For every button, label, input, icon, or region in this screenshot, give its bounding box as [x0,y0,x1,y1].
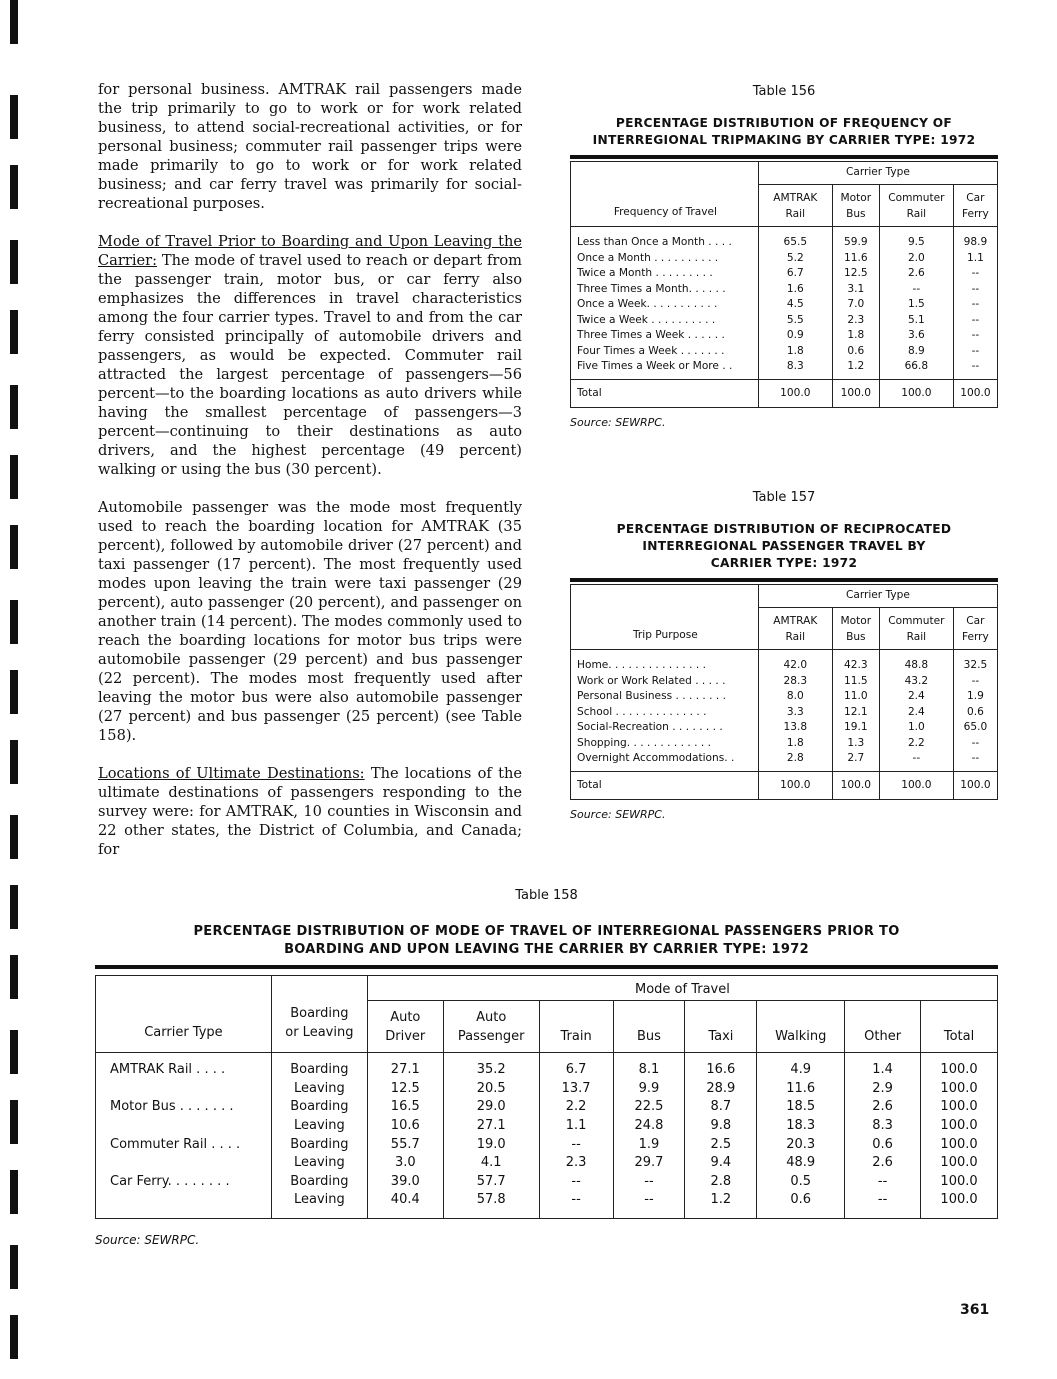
paragraph-2 [98,232,522,479]
table-cell: 100.0 [921,1191,998,1218]
table-cell: 5.2 [758,251,832,267]
table-cell: 8.3 [758,359,832,379]
row-label: Social-Recreation . . . . . . . . [571,720,759,736]
table-cell: 48.9 [757,1154,845,1173]
binding-mark [10,885,18,929]
table-cell: 100.0 [921,1136,998,1155]
table-cell: 2.6 [845,1154,921,1173]
table-cell: 8.7 [685,1098,757,1117]
table-158-number: Table 158 [515,888,578,903]
table-row [571,297,998,313]
table-cell: 1.0 [879,720,953,736]
table-cell: 100.0 [921,1053,998,1080]
table-156-total-label: Total [571,379,759,408]
table-cell: 65.0 [953,720,997,736]
binding-mark [10,670,18,714]
table-cell: -- [953,674,997,690]
table-cell: 48.8 [879,650,953,674]
table-cell: 100.0 [921,1098,998,1117]
table-158-col-header: Bus [613,1001,685,1053]
binding-mark [10,240,18,284]
row-label: Work or Work Related . . . . . [571,674,759,690]
table-cell: 2.3 [539,1154,613,1173]
table-cell: 39.0 [367,1173,443,1192]
table-cell: 1.1 [953,251,997,267]
table-156-body [571,227,998,380]
table-156-grid [570,161,998,408]
table-row [96,1080,998,1099]
table-cell: 66.8 [879,359,953,379]
table-158 [95,888,998,1247]
table-157-number: Table 157 [752,490,816,505]
table-cell: 55.7 [367,1136,443,1155]
table-row [571,344,998,360]
table-cell: 18.3 [757,1117,845,1136]
table-cell: 13.8 [758,720,832,736]
table-cell: 100.0 [921,1080,998,1099]
binding-mark [10,455,18,499]
table-156-title-line1: PERCENTAGE DISTRIBUTION OF FREQUENCY OF [615,116,953,130]
table-cell: 16.5 [367,1098,443,1117]
table-158-body [96,1053,998,1219]
table-cell: -- [613,1191,685,1218]
table-158-col-header: Other [845,1001,921,1053]
carrier-type-label: Car Ferry. . . . . . . . [96,1173,272,1192]
boarding-leaving-label: Leaving [271,1154,367,1173]
table-cell: 29.0 [443,1098,539,1117]
table-cell: 8.3 [845,1117,921,1136]
table-157 [570,490,998,821]
boarding-leaving-label: Boarding [271,1053,367,1080]
table-cell: 6.7 [758,266,832,282]
table-158-source: Source: SEWRPC. [95,1232,200,1247]
binding-marks [10,0,18,1379]
table-row [571,751,998,771]
table-cell: 1.8 [758,344,832,360]
table-cell: 2.9 [845,1080,921,1099]
body-text-column [98,80,522,878]
table-156-source: Source: SEWRPC. [570,416,666,429]
table-cell: 1.8 [758,736,832,752]
table-cell: 0.6 [757,1191,845,1218]
table-cell: 1.6 [758,282,832,298]
table-cell: 9.8 [685,1117,757,1136]
table-cell: -- [953,751,997,771]
table-cell: 11.6 [757,1080,845,1099]
table-cell: 22.5 [613,1098,685,1117]
table-cell: 8.0 [758,689,832,705]
table-row [571,227,998,251]
table-cell: 11.6 [832,251,879,267]
table-cell: 65.5 [758,227,832,251]
table-cell: 28.3 [758,674,832,690]
table-cell: 35.2 [443,1053,539,1080]
boarding-leaving-label: Boarding [271,1136,367,1155]
table-cell: 1.1 [539,1117,613,1136]
table-156-group-header: Carrier Type [758,162,997,185]
carrier-type-label [96,1080,272,1099]
table-cell: 2.2 [879,736,953,752]
table-cell: -- [539,1191,613,1218]
table-cell: 8.9 [879,344,953,360]
carrier-type-label: AMTRAK Rail . . . . [96,1053,272,1080]
table-157-col-header: Car Ferry [953,608,997,650]
row-label: Twice a Week . . . . . . . . . . [571,313,759,329]
table-cell: 9.4 [685,1154,757,1173]
table-cell: -- [953,266,997,282]
binding-mark [10,95,18,139]
table-row [96,1191,998,1218]
paragraph-2-text: The mode of travel used to reach or depart from the passenger train, motor bus, or car ferry also emphasizes the differences in travel characteristics among the four carrier types. Travel to and from the car ferry consisted principally of automobile drivers and passengers, as would be expected. Commuter rail attracted the largest percentage of passengers—56 percent—to the boarding locations as auto drivers while having the smallest percentage of passengers—3 percent—continuing to their destinations as auto drivers, and the highest percentage (49 percent) walking or using the bus (30 percent). [98,252,522,478]
table-cell: -- [879,751,953,771]
table-row [571,251,998,267]
boarding-leaving-label: Boarding [271,1173,367,1192]
table-156 [570,84,998,429]
table-157-source: Source: SEWRPC. [570,808,666,821]
table-row [571,650,998,674]
carrier-type-label: Motor Bus . . . . . . . [96,1098,272,1117]
table-cell: -- [953,328,997,344]
binding-mark [10,165,18,209]
table-158-title-line1: PERCENTAGE DISTRIBUTION OF MODE OF TRAVEL OF INTERREGIONAL PASSENGERS PRIOR TO [193,924,900,939]
row-label: Less than Once a Month . . . . [571,227,759,251]
table-cell: 43.2 [879,674,953,690]
table-158-stub-header: Carrier Type [96,976,272,1053]
table-cell: 2.0 [879,251,953,267]
table-158-col-header: Auto Driver [367,1001,443,1053]
table-row [571,266,998,282]
paragraph-4 [98,764,522,859]
table-cell: 9.9 [613,1080,685,1099]
table-cell: 1.3 [832,736,879,752]
table-157-total-cell: 100.0 [953,771,997,800]
table-156-rule [570,155,998,159]
table-158-col-header: Walking [757,1001,845,1053]
table-cell: 0.6 [953,705,997,721]
table-cell: 0.6 [845,1136,921,1155]
table-cell: 59.9 [832,227,879,251]
boarding-leaving-label: Leaving [271,1191,367,1218]
table-cell: 4.1 [443,1154,539,1173]
table-156-number: Table 156 [752,84,816,99]
table-cell: -- [879,282,953,298]
table-157-total-cell: 100.0 [758,771,832,800]
table-cell: 24.8 [613,1117,685,1136]
paragraph-4-text: The locations of the ultimate destinations of passengers responding to the survey were: for AMTRAK, 10 counties in Wisconsin and 22 other states, the District of Columbia, and Canada; for [98,765,522,858]
table-cell: 57.7 [443,1173,539,1192]
table-157-grid [570,584,998,800]
binding-mark [10,0,18,44]
table-158-grid [95,975,998,1219]
table-158-col-header: Auto Passenger [443,1001,539,1053]
table-row [571,705,998,721]
table-cell: 9.5 [879,227,953,251]
table-cell: 20.3 [757,1136,845,1155]
row-label: Home. . . . . . . . . . . . . . . [571,650,759,674]
carrier-type-label: Commuter Rail . . . . [96,1136,272,1155]
table-cell: 98.9 [953,227,997,251]
row-label: Three Times a Week . . . . . . [571,328,759,344]
table-158-col-header: Taxi [685,1001,757,1053]
table-cell: 2.4 [879,705,953,721]
row-label: Shopping. . . . . . . . . . . . . [571,736,759,752]
table-cell: 2.6 [879,266,953,282]
table-cell: 1.9 [953,689,997,705]
page-number: 361 [960,1302,990,1318]
table-cell: 3.1 [832,282,879,298]
table-158-title-line2: BOARDING AND UPON LEAVING THE CARRIER BY CARRIER TYPE: 1972 [284,942,809,957]
table-cell: 19.0 [443,1136,539,1155]
table-cell: -- [539,1173,613,1192]
table-cell: 100.0 [921,1173,998,1192]
table-cell: 2.5 [685,1136,757,1155]
table-row [571,282,998,298]
table-cell: 32.5 [953,650,997,674]
table-cell: -- [613,1173,685,1192]
table-row [96,1173,998,1192]
table-row [571,689,998,705]
table-cell: 12.5 [367,1080,443,1099]
table-156-total-cell: 100.0 [832,379,879,408]
binding-mark [10,815,18,859]
table-row [96,1154,998,1173]
carrier-type-label [96,1117,272,1136]
table-157-col-header: Commuter Rail [879,608,953,650]
table-cell: 3.6 [879,328,953,344]
binding-mark [10,525,18,569]
paragraph-3: Automobile passenger was the mode most frequently used to reach the boarding location for AMTRAK (35 percent), followed by automobile driver (27 percent) and taxi passenger (17 percent). The most frequently used modes upon leaving the train were taxi passenger (29 percent), auto passenger (20 percent), and passenger on another train (14 percent). The modes commonly used to reach the boarding locations for motor bus trips were automobile passenger (29 percent) and bus passenger (22 percent). The modes most frequently used after leaving the motor bus were also automobile passenger (27 percent) and bus passenger (25 percent) (see Table 158). [98,499,522,744]
binding-mark [10,955,18,999]
table-cell: 3.0 [367,1154,443,1173]
table-cell: -- [953,282,997,298]
row-label: Four Times a Week . . . . . . . [571,344,759,360]
table-cell: 7.0 [832,297,879,313]
binding-mark [10,1030,18,1074]
table-cell: 4.9 [757,1053,845,1080]
table-row [571,736,998,752]
table-157-stub-header: Trip Purpose [571,585,759,650]
table-cell: 19.1 [832,720,879,736]
binding-mark [10,385,18,429]
table-158-group-header: Mode of Travel [367,976,997,1001]
binding-mark [10,1100,18,1144]
binding-mark [10,1170,18,1214]
table-158-col-header: Train [539,1001,613,1053]
table-157-col-header: Motor Bus [832,608,879,650]
table-cell: 1.8 [832,328,879,344]
table-cell: 2.4 [879,689,953,705]
table-157-total-cell: 100.0 [879,771,953,800]
table-cell: 2.8 [758,751,832,771]
table-cell: -- [953,736,997,752]
table-157-group-header: Carrier Type [758,585,997,608]
table-156-col-header: Car Ferry [953,185,997,227]
table-157-col-header: AMTRAK Rail [758,608,832,650]
binding-mark [10,740,18,784]
carrier-type-label [96,1191,272,1218]
row-label: Three Times a Month. . . . . . [571,282,759,298]
table-156-title-line2: INTERREGIONAL TRIPMAKING BY CARRIER TYPE: 1972 [592,133,976,147]
boarding-leaving-label: Leaving [271,1080,367,1099]
table-cell: 2.8 [685,1173,757,1192]
table-157-body [571,650,998,772]
table-cell: 8.1 [613,1053,685,1080]
table-cell: 1.9 [613,1136,685,1155]
table-cell: 42.3 [832,650,879,674]
table-157-rule [570,578,998,582]
table-cell: 0.9 [758,328,832,344]
table-157-total-cell: 100.0 [832,771,879,800]
binding-mark [10,1315,18,1359]
table-cell: 100.0 [921,1117,998,1136]
table-cell: 6.7 [539,1053,613,1080]
table-156-total-cell: 100.0 [953,379,997,408]
table-row [571,674,998,690]
table-cell: 28.9 [685,1080,757,1099]
table-156-total-cell: 100.0 [879,379,953,408]
paragraph-4-heading: Locations of Ultimate Destinations: [98,765,365,782]
table-156-stub-header: Frequency of Travel [571,162,759,227]
table-cell: -- [953,297,997,313]
table-cell: 2.6 [845,1098,921,1117]
table-row [571,720,998,736]
table-cell: 57.8 [443,1191,539,1218]
table-cell: 5.5 [758,313,832,329]
boarding-leaving-label: Leaving [271,1117,367,1136]
table-157-title-line3: CARRIER TYPE: 1972 [710,556,858,570]
row-label: Personal Business . . . . . . . . [571,689,759,705]
table-157-total-label: Total [571,771,759,800]
table-cell: 2.2 [539,1098,613,1117]
table-row [96,1117,998,1136]
table-cell: 1.4 [845,1053,921,1080]
binding-mark [10,310,18,354]
row-label: School . . . . . . . . . . . . . . [571,705,759,721]
table-cell: -- [953,359,997,379]
table-158-rule [95,965,998,969]
row-label: Twice a Month . . . . . . . . . [571,266,759,282]
table-cell: 1.2 [832,359,879,379]
table-cell: 4.5 [758,297,832,313]
table-cell: 5.1 [879,313,953,329]
binding-mark [10,600,18,644]
table-cell: 16.6 [685,1053,757,1080]
table-row [96,1098,998,1117]
table-cell: 2.7 [832,751,879,771]
table-row [96,1053,998,1080]
table-cell: 100.0 [921,1154,998,1173]
table-156-total-cell: 100.0 [758,379,832,408]
table-cell: 27.1 [443,1117,539,1136]
table-row [571,313,998,329]
table-cell: 1.2 [685,1191,757,1218]
table-row [571,359,998,379]
table-cell: 13.7 [539,1080,613,1099]
table-cell: 10.6 [367,1117,443,1136]
table-cell: -- [953,344,997,360]
table-cell: 3.3 [758,705,832,721]
table-cell: 12.5 [832,266,879,282]
row-label: Overnight Accommodations. . [571,751,759,771]
table-cell: 42.0 [758,650,832,674]
boarding-leaving-label: Boarding [271,1098,367,1117]
table-156-col-header: Motor Bus [832,185,879,227]
table-cell: 18.5 [757,1098,845,1117]
carrier-type-label [96,1154,272,1173]
row-label: Once a Week. . . . . . . . . . . [571,297,759,313]
table-156-col-header: AMTRAK Rail [758,185,832,227]
table-156-col-header: Commuter Rail [879,185,953,227]
table-cell: 29.7 [613,1154,685,1173]
table-cell: 20.5 [443,1080,539,1099]
table-cell: 11.5 [832,674,879,690]
table-158-col-header: Total [921,1001,998,1053]
paragraph-1: for personal business. AMTRAK rail passengers made the trip primarily to go to work or for work related business, to attend social-recreational activities, or for personal business; commuter rail passenger trips were made primarily to go to work or for work related business; and car ferry travel was primarily for social-recreational purposes. [98,81,522,212]
table-cell: 12.1 [832,705,879,721]
row-label: Five Times a Week or More . . [571,359,759,379]
table-cell: -- [539,1136,613,1155]
table-cell: 40.4 [367,1191,443,1218]
table-cell: 0.6 [832,344,879,360]
table-cell: 0.5 [757,1173,845,1192]
table-cell: 27.1 [367,1053,443,1080]
table-row [571,328,998,344]
table-cell: -- [845,1191,921,1218]
binding-mark [10,1245,18,1289]
table-157-title-line2: INTERREGIONAL PASSENGER TRAVEL BY [642,539,926,553]
table-cell: 1.5 [879,297,953,313]
table-158-boarding-leaving-header: Boarding or Leaving [271,976,367,1053]
table-cell: -- [953,313,997,329]
paragraph-2-heading: Mode of Travel Prior to Boarding and Upon Leaving the Carrier: [98,233,522,269]
table-cell: -- [845,1173,921,1192]
table-cell: 2.3 [832,313,879,329]
table-cell: 11.0 [832,689,879,705]
row-label: Once a Month . . . . . . . . . . [571,251,759,267]
table-157-title-line1: PERCENTAGE DISTRIBUTION OF RECIPROCATED [616,522,952,536]
table-row [96,1136,998,1155]
